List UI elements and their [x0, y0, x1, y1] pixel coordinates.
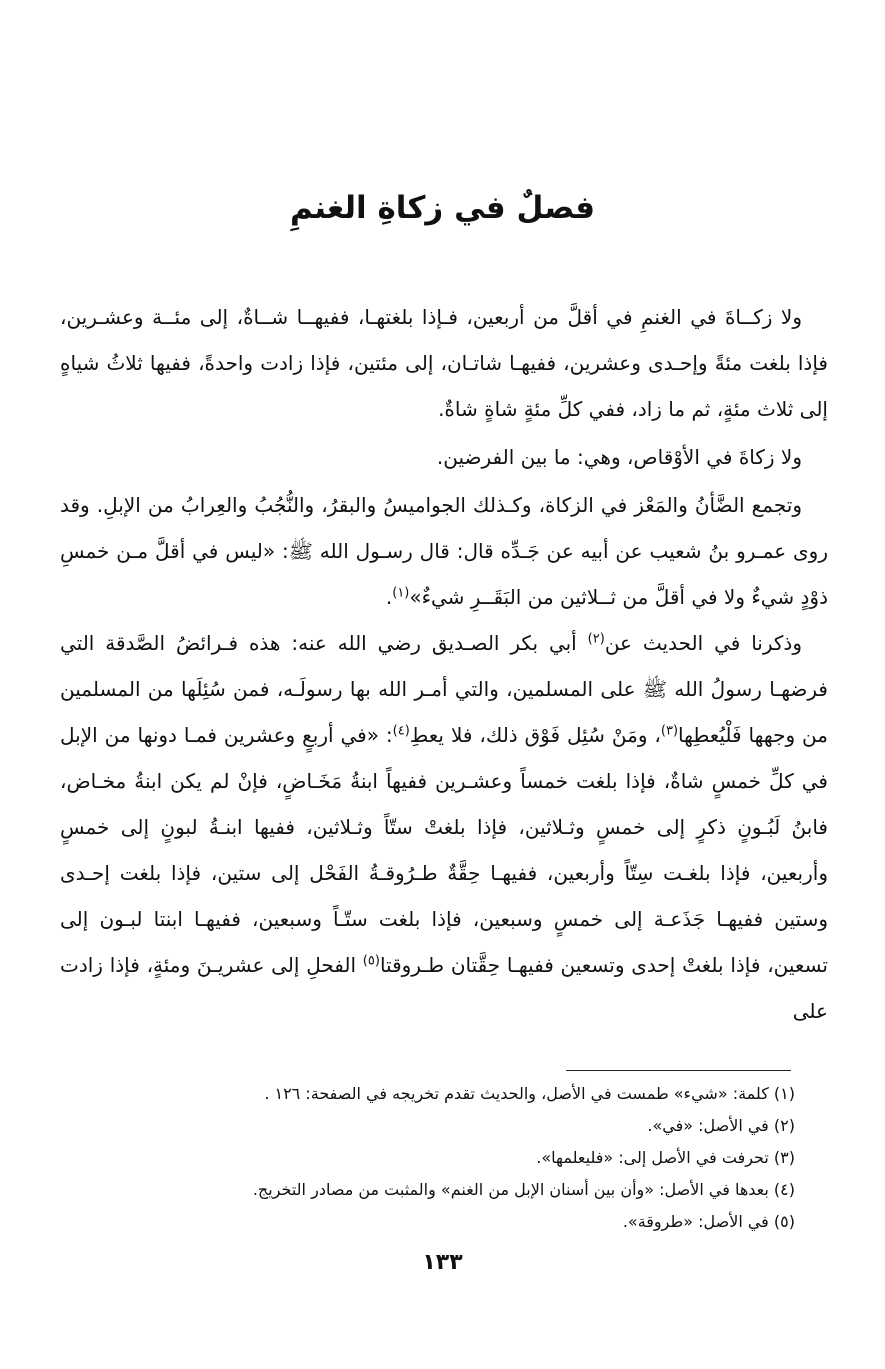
paragraph-text: ، ومَنْ سُئِل فَوْق ذلك، فلا يعطِ: [409, 723, 661, 747]
paragraph-combining-species: [60, 482, 828, 620]
paragraph-abu-bakr-hadith: [60, 620, 828, 1034]
chapter-title: فصلٌ في زكاةِ الغنمِ: [289, 190, 596, 226]
footnotes-list: [60, 1078, 795, 1238]
footnote-divider: [566, 1070, 791, 1071]
paragraph-text: الفحلِ إلى عشريـنَ ومئةٍ، فإذا زادت على: [60, 953, 828, 1023]
paragraph-text: وتجمع الضَّأنُ والمَعْز في الزكاة، وكـذلك الجواميسُ والبقرُ، والنُّجُبُ والعِرابُ من الإبلِ. وقد روى عمـرو بنُ شعيب عن أبيه عن جَـدِّه قال: قال رسـول الله ﷺ: «ليس في أقلَّ مـن خمسِ ذوْدٍ شيءٌ ولا في أقلَّ من ثــلاثين من البَقَــرِ شيءٌ»: [60, 493, 828, 609]
paragraph-text: أبي بكر الصـديق رضي الله عنه: هذه فـرائضُ الصَّدقة التي فرضهـا رسولُ الله ﷺ على المسلمين، والتي أمـر الله بها رسولَـه، فمن سُئِلَها من المسلمين من وجهها فَلْيُعطِها: [60, 631, 828, 747]
footnote-4: (٤) بعدها في الأصل: «وأن بين أسنان الإبل من الغنم» والمثبت من مصادر التخريج.: [252, 1180, 795, 1199]
page-number: ١٣٣: [422, 1250, 463, 1275]
footnote-ref-2[interactable]: (٢): [587, 631, 605, 647]
paragraph-awqas: ولا زكاةَ في الأوْقاص، وهي: ما بين الفرضين.: [436, 445, 802, 469]
main-text: [60, 294, 828, 1034]
paragraph-goat-thresholds: ولا زكــاةَ في الغنمِ في أقلَّ من أربعين، فـإذا بلغتهـا، ففيهــا شــاةٌ، إلى مئــة وعشـرين، فإذا بلغت مئةً وإحـدى وعشرين، ففيهـا شاتـان، إلى مئتين، فإذا زادت واحدةً، ففيها ثلاثُ شياهٍ إلى ثلاث مئةٍ، ثم ما زاد، ففي كلِّ مئةٍ شاةٍ شاةٌ.: [60, 305, 828, 421]
footnote-3: (٣) تحرفت في الأصل إلى: «فليعلمها».: [536, 1148, 795, 1167]
paragraph-end: .: [385, 585, 393, 609]
paragraph-text: وذكرنا في الحديث عن: [604, 631, 802, 655]
footnote-ref-1[interactable]: (١): [392, 585, 410, 601]
footnote-2: (٢) في الأصل: «في».: [647, 1116, 795, 1135]
paragraph-text: : «في أربعٍ وعشرين فمـا دونها من الإبل في كلِّ خمسٍ شاةٌ، فإذا بلغت خمساً وعشـرين ففيهاً ابنةُ مَخَـاضٍ، فإنْ لم يكن ابنةُ مخـاض، فابنُ لَبُـونٍ ذكرٍ إلى خمسٍ وثـلاثين، فإذا بلغتْ ستّاً وثـلاثين، ففيها ابنـةُ لبونٍ إلى خمسٍ وأربعين، فإذا بلغـت سِتّاً وأربعين، ففيهـا حِقَّةٌ طـرُوقـةُ الفَحْل إلى ستين، فإذا بلغت إحـدى وستين ففيهـا جَذَعـة إلى خمسٍ وسبعين، فإذا بلغت ستّـاً وسبعين، ففيهـا ابنتا لبـون إلى تسعين، فإذا بلغتْ إحدى وتسعين ففيهـا حِقَّتان طـروقتا: [60, 723, 828, 977]
footnote-ref-5[interactable]: (٥): [362, 953, 380, 969]
footnote-5: (٥) في الأصل: «طروقة».: [622, 1212, 795, 1231]
footnote-ref-3[interactable]: (٣): [660, 723, 679, 739]
footnote-ref-4[interactable]: (٤): [392, 723, 410, 739]
footnote-1: (١) كلمة: «شيء» طمست في الأصل، والحديث تقدم تخريجه في الصفحة: ١٢٦ .: [264, 1084, 795, 1103]
